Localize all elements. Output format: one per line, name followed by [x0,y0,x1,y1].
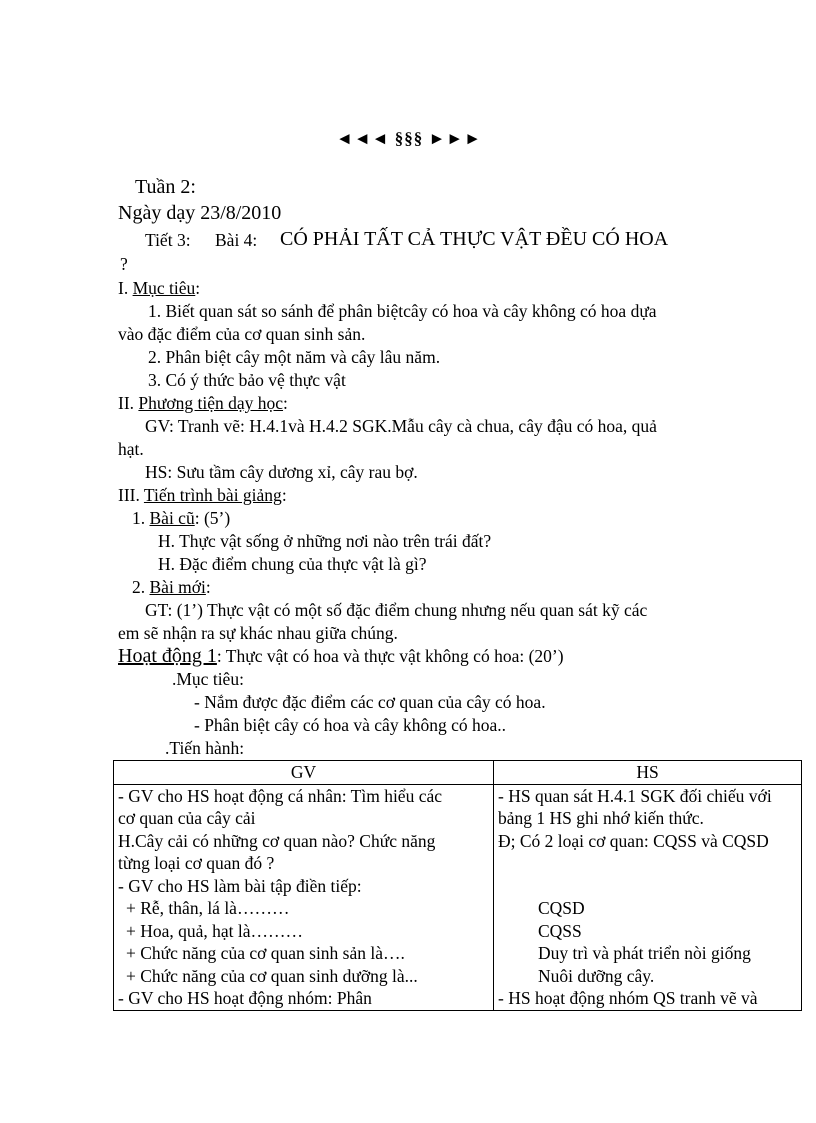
review-question: H. Thực vật sống ở những nơi nào trên trái đất? [158,531,492,551]
hs-cell [494,852,802,875]
materials-hs: HS: Sưu tầm cây dương xỉ, cây rau bợ. [145,462,418,482]
objective-item: vào đặc điểm của cơ quan sinh sản. [118,324,366,344]
table-row [114,987,802,1010]
materials-heading: II. Phương tiện dạy học: [118,393,288,413]
hs-cell: CQSS [494,920,802,943]
lesson-number: Bài 4: [215,230,258,250]
objectives-heading: I. Mục tiêu: [118,278,201,298]
week-label: Tuần 2: [135,176,196,198]
process-heading: III. Tiến trình bài giảng: [118,485,287,505]
hs-cell [494,875,802,898]
teaching-date: Ngày dạy 23/8/2010 [118,202,282,224]
objective-item: 3. Có ý thức bảo vệ thực vật [148,370,346,390]
lesson-title-end: ? [120,254,128,274]
materials-gv-cont: hạt. [118,439,144,459]
gv-cell: - GV cho HS hoạt động cá nhân: Tìm hiểu các [114,784,494,807]
activity-goal: - Nắm được đặc điểm các cơ quan của cây có hoa. [194,692,546,712]
table-row [114,852,802,875]
new-lesson-heading: 2. Bài mới: [132,577,211,597]
gv-cell: từng loại cơ quan đó ? [114,852,494,875]
gv-cell: H.Cây cải có những cơ quan nào? Chức năng [114,830,494,853]
table-header-gv: GV [114,761,494,785]
table-row [114,830,802,853]
review-question: H. Đặc điểm chung của thực vật là gì? [158,554,427,574]
objective-item: 2. Phân biệt cây một năm và cây lâu năm. [148,347,441,367]
hs-cell: - HS quan sát H.4.1 SGK đối chiếu với [494,784,802,807]
table-row [114,807,802,830]
activity-heading: Hoạt động 1: Thực vật có hoa và thực vật không có hoa: (20’) [118,645,564,667]
table-row [114,897,802,920]
objective-item: 1. Biết quan sát so sánh để phân biệtcây có hoa và cây không có hoa dựa [148,301,657,321]
gv-cell: + Rễ, thân, lá là……… [114,897,494,920]
materials-gv: GV: Tranh vẽ: H.4.1và H.4.2 SGK.Mẫu cây cà chua, cây đậu có hoa, quả [145,416,657,436]
hs-cell: Đ; Có 2 loại cơ quan: CQSS và CQSD [494,830,802,853]
gv-cell: cơ quan của cây cải [114,807,494,830]
hs-cell: Duy trì và phát triển nòi giống [494,942,802,965]
activity-proceed-label: .Tiến hành: [165,738,245,758]
gv-cell: - GV cho HS làm bài tập điền tiếp: [114,875,494,898]
hs-cell: CQSD [494,897,802,920]
table-row [114,942,802,965]
lesson-period: Tiết 3: [145,230,191,250]
gv-cell: + Hoa, quả, hạt là……… [114,920,494,943]
introduction-cont: em sẽ nhận ra sự khác nhau giữa chúng. [118,623,398,643]
table-row [114,965,802,988]
introduction: GT: (1’) Thực vật có một số đặc điểm chung nhưng nếu quan sát kỹ các [145,600,648,620]
table-row [114,920,802,943]
gv-cell: - GV cho HS hoạt động nhóm: Phân [114,987,494,1010]
old-lesson-heading: 1. Bài cũ: (5’) [132,508,231,528]
hs-cell: bảng 1 HS ghi nhớ kiến thức. [494,807,802,830]
activity-table [113,760,802,1011]
hs-cell: Nuôi dưỡng cây. [494,965,802,988]
ornament-divider: ◄◄◄ §§§ ►►► [336,129,482,148]
lesson-title: CÓ PHẢI TẤT CẢ THỰC VẬT ĐỀU CÓ HOA [280,228,669,250]
hs-cell: - HS hoạt động nhóm QS tranh vẽ và [494,987,802,1010]
gv-cell: + Chức năng của cơ quan sinh sản là…. [114,942,494,965]
table-header-hs: HS [494,761,802,785]
activity-goal-label: .Mục tiêu: [172,669,244,689]
table-row [114,784,802,807]
table-row [114,875,802,898]
gv-cell: + Chức năng của cơ quan sinh dưỡng là... [114,965,494,988]
activity-goal: - Phân biệt cây có hoa và cây không có hoa.. [194,715,506,735]
